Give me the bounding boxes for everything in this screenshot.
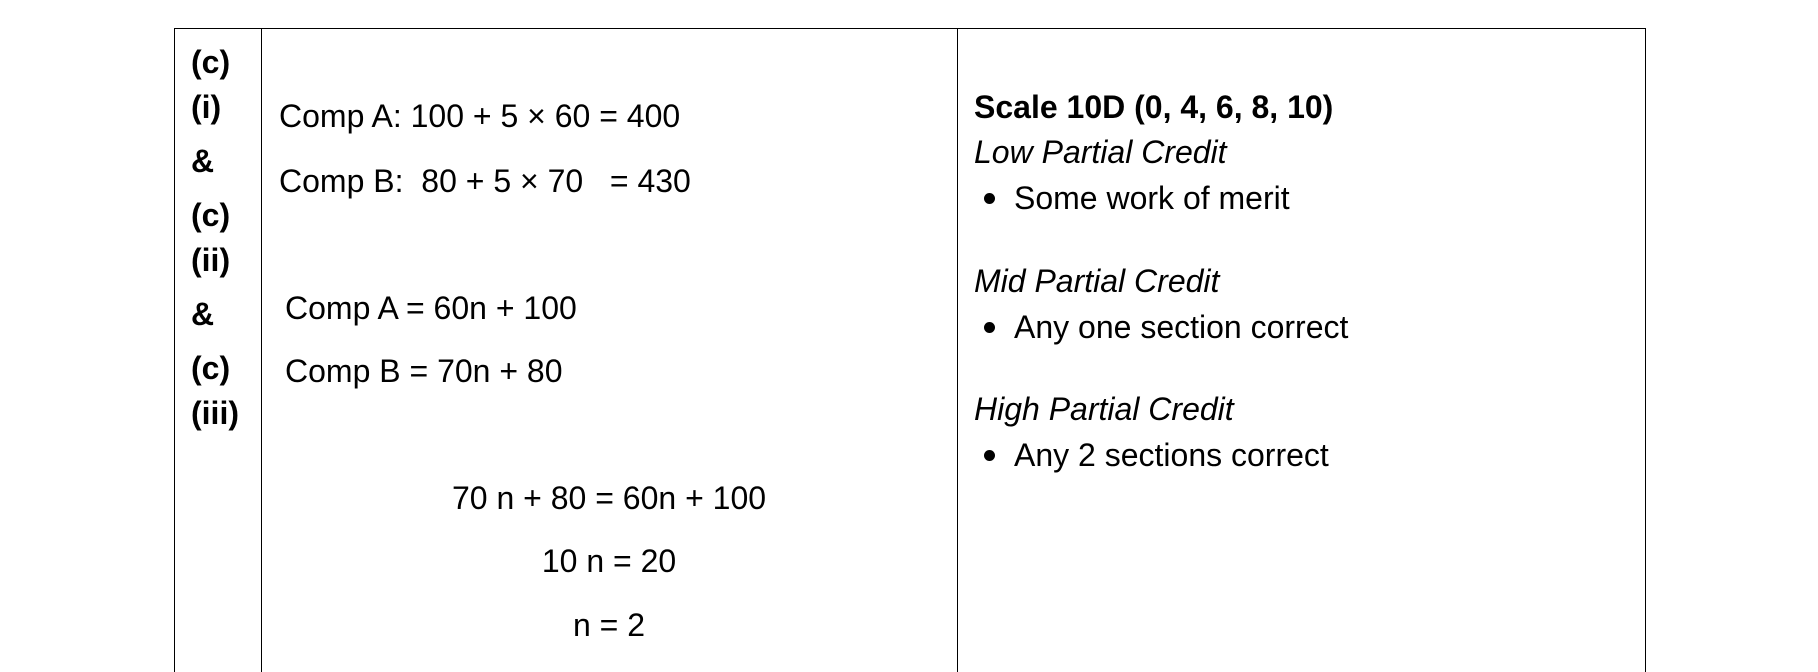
low-partial-credit-heading: Low Partial Credit <box>974 134 1227 170</box>
question-label: (c) <box>191 197 231 233</box>
comp-b-calculation: Comp B: 80 + 5 × 70 = 430 <box>279 163 691 199</box>
question-label: & <box>191 143 215 179</box>
question-label: (iii) <box>191 395 239 431</box>
comp-a-calculation: Comp A: 100 + 5 × 60 = 400 <box>279 98 681 134</box>
question-label: (c) <box>191 350 231 386</box>
mid-partial-credit-heading: Mid Partial Credit <box>974 263 1220 299</box>
high-partial-credit-item <box>982 439 1329 471</box>
column-divider-right <box>957 28 958 672</box>
high-partial-credit-heading: High Partial Credit <box>974 391 1234 427</box>
question-label: (ii) <box>191 242 231 278</box>
equation-line-2: 10 n = 20 <box>541 543 677 579</box>
criterion-text: Any 2 sections correct <box>1014 437 1329 473</box>
comp-b-formula: Comp B = 70n + 80 <box>285 353 563 389</box>
comp-a-formula: Comp A = 60n + 100 <box>285 290 577 326</box>
equation-line-1: 70 n + 80 = 60n + 100 <box>451 480 767 516</box>
equation-line-3: n = 2 <box>572 607 646 643</box>
question-label: (i) <box>191 89 222 125</box>
criterion-text: Any one section correct <box>1014 309 1349 345</box>
criterion-text: Some work of merit <box>1014 180 1290 216</box>
bullet-icon <box>984 322 995 333</box>
scale-title: Scale 10D (0, 4, 6, 8, 10) <box>974 89 1334 125</box>
question-label: & <box>191 296 215 332</box>
bullet-icon <box>984 193 995 204</box>
column-divider-left <box>261 28 262 672</box>
mid-partial-credit-item <box>982 311 1348 343</box>
bullet-icon <box>984 450 995 461</box>
low-partial-credit-item <box>982 182 1290 214</box>
question-label: (c) <box>191 44 231 80</box>
